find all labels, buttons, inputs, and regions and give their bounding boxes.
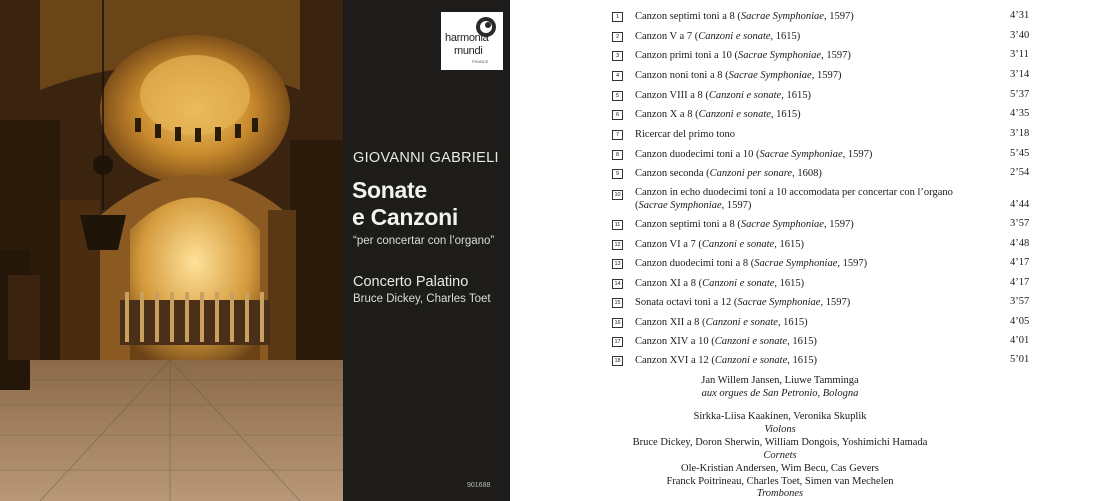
track-number-box: 4 xyxy=(612,71,623,81)
track-source: Sacrae Symphoniae xyxy=(737,50,822,61)
logo-line-3: FRANCE xyxy=(472,59,489,64)
track-number-box: 3 xyxy=(612,51,623,61)
track-source: Sacrae Symphoniae xyxy=(728,70,812,81)
track-number-box: 1 xyxy=(612,12,623,22)
track-title: Canzon seconda (Canzoni per sonare, 1608) xyxy=(635,168,822,179)
track-title: Canzon septimi toni a 8 (Sacrae Symphoniae, 1597) xyxy=(635,11,854,22)
credit-cornets-role: Cornets xyxy=(763,450,797,461)
track-title: Canzon XI a 8 (Canzoni e sonate, 1615) xyxy=(635,278,805,289)
track-source: Canzoni e sonate xyxy=(714,336,788,347)
track-duration: 3’11 xyxy=(1010,49,1029,60)
track-duration: 5’37 xyxy=(1010,89,1030,100)
track-duration: 4’35 xyxy=(1010,108,1030,119)
track-duration: 4’44 xyxy=(1010,199,1030,210)
track-title: Canzon VIII a 8 (Canzoni e sonate, 1615) xyxy=(635,90,811,101)
track-number-box: 17 xyxy=(612,337,623,347)
track-source: Sacrae Symphoniae xyxy=(638,200,722,211)
track-source: Canzoni e sonate xyxy=(698,31,771,42)
track-duration: 3’14 xyxy=(1010,69,1030,80)
track-number-box: 10 xyxy=(612,190,623,200)
track-source: Canzoni e sonate xyxy=(701,239,775,250)
track-title: Canzon noni toni a 8 (Sacrae Symphoniae, 1597) xyxy=(635,70,842,81)
track-title: Canzon XIV a 10 (Canzoni e sonate, 1615) xyxy=(635,336,817,347)
track-list xyxy=(600,0,1070,376)
track-number-box: 8 xyxy=(612,150,623,160)
track-duration: 4’01 xyxy=(1010,335,1030,346)
track-duration: 4’05 xyxy=(1010,316,1030,327)
track-title: Canzon septimi toni a 8 (Sacrae Symphoniae, 1597) xyxy=(635,219,854,230)
track-duration: 5’45 xyxy=(1010,148,1030,159)
composer-name: GIOVANNI GABRIELI xyxy=(353,150,499,166)
track-source: Canzoni e sonate xyxy=(708,90,782,101)
credit-violins-players: Sirkka-Liisa Kaakinen, Veronika Skuplik xyxy=(693,411,867,422)
credit-organists: Jan Willem Jansen, Liuwe Tamminga xyxy=(701,375,859,386)
track-title: Canzon VI a 7 (Canzoni e sonate, 1615) xyxy=(635,239,804,250)
catalog-number: 901688 xyxy=(467,482,491,489)
track-source: Sacrae Symphoniae xyxy=(740,11,824,22)
basilica-illustration xyxy=(0,0,343,501)
track-number-box: 11 xyxy=(612,220,623,230)
album-subtitle: “per concertar con l’organo” xyxy=(353,235,495,247)
album-title-line-1: Sonate xyxy=(352,177,427,203)
track-source: Canzoni e sonate xyxy=(698,109,771,120)
track-source: Sacrae Symphoniae xyxy=(737,297,821,308)
track-duration: 2’54 xyxy=(1010,167,1030,178)
track-source: Sacrae Symphoniae xyxy=(759,149,843,160)
track-duration: 4’17 xyxy=(1010,277,1030,288)
basilica-interior-photo xyxy=(0,0,343,501)
track-number-box: 15 xyxy=(612,298,623,308)
track-source: Canzoni e sonate xyxy=(702,278,775,289)
track-title: Ricercar del primo tono xyxy=(635,129,736,140)
track-number-box: 16 xyxy=(612,318,623,328)
track-title: Canzon primi toni a 10 (Sacrae Symphoniae, 1597) xyxy=(635,50,851,61)
credit-organ-location: aux orgues de San Petronio, Bologna xyxy=(701,388,859,399)
track-source: Sacrae Symphoniae xyxy=(754,258,838,269)
track-number-box: 9 xyxy=(612,169,623,179)
track-duration: 4’17 xyxy=(1010,257,1030,268)
track-source: Canzoni e sonate xyxy=(714,355,788,366)
track-number-box: 13 xyxy=(612,259,623,269)
cover-text-panel xyxy=(343,0,510,501)
credit-cornets-players: Bruce Dickey, Doron Sherwin, William Dongois, Yoshimichi Hamada xyxy=(632,437,928,448)
track-title: Canzon X a 8 (Canzoni e sonate, 1615) xyxy=(635,109,801,120)
track-number-box: 2 xyxy=(612,32,623,42)
logo-line-1: harmonia xyxy=(445,32,489,44)
track-number-box: 12 xyxy=(612,240,623,250)
track-duration: 4’31 xyxy=(1010,10,1030,21)
directors-names: Bruce Dickey, Charles Toet xyxy=(353,293,491,305)
credit-violins-role: Violons xyxy=(764,424,796,435)
track-number-box: 7 xyxy=(612,130,623,140)
track-duration: 3’18 xyxy=(1010,128,1030,139)
track-number-box: 5 xyxy=(612,91,623,101)
track-duration: 3’57 xyxy=(1010,296,1030,307)
track-title: Canzon XII a 8 (Canzoni e sonate, 1615) xyxy=(635,317,808,328)
credit-trombones-players-2: Franck Poitrineau, Charles Toet, Simen van Mechelen xyxy=(666,476,894,487)
logo-line-2: mundi xyxy=(454,45,483,57)
track-title: Sonata octavi toni a 12 (Sacrae Symphoniae, 1597) xyxy=(635,297,851,308)
harmonia-mundi-logo xyxy=(441,12,503,70)
track-source: Sacrae Symphoniae xyxy=(740,219,824,230)
track-source: Canzoni e sonate xyxy=(705,317,778,328)
track-duration: 3’57 xyxy=(1010,218,1030,229)
track-source: Canzoni per sonare xyxy=(709,168,793,179)
track-title: Canzon V a 7 (Canzoni e sonate, 1615) xyxy=(635,31,801,42)
track-title: Canzon duodecimi toni a 8 (Sacrae Symphoniae, 1597) xyxy=(635,258,868,269)
track-title: Canzon XVI a 12 (Canzoni e sonate, 1615) xyxy=(635,355,817,366)
album-title-line-2: e Canzoni xyxy=(352,204,458,230)
track-number-box: 14 xyxy=(612,279,623,289)
track-number-box: 6 xyxy=(612,110,623,120)
ensemble-name: Concerto Palatino xyxy=(353,274,469,290)
track-number-box: 18 xyxy=(612,356,623,366)
album-cover xyxy=(0,0,510,501)
track-duration: 5’01 xyxy=(1010,354,1030,365)
track-title: Canzon in echo duodecimi toni a 10 accomodata per concertar con l’organo (Sacrae Symphoniae, 1597) xyxy=(635,187,953,211)
track-duration: 4’48 xyxy=(1010,238,1030,249)
credit-trombones-role: Trombones xyxy=(756,488,804,499)
credit-trombones-players-1: Ole-Kristian Andersen, Wim Becu, Cas Gevers xyxy=(681,463,879,474)
track-title: Canzon duodecimi toni a 10 (Sacrae Symphoniae, 1597) xyxy=(635,149,873,160)
track-duration: 3’40 xyxy=(1010,30,1030,41)
